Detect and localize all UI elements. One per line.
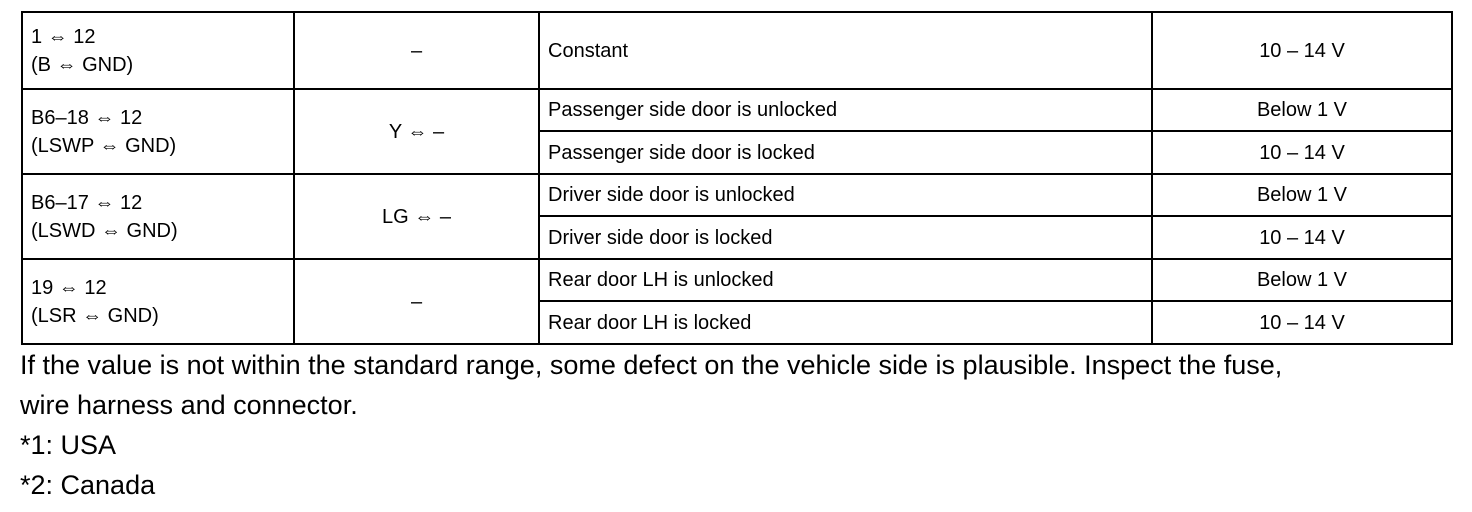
condition-cell: Driver side door is locked [539,216,1152,259]
terminal-cell [22,89,294,174]
terminal-number: 1 ⇔ 12 [31,25,96,48]
spec-cell: 10 – 14 V [1152,12,1452,89]
terminal-name: (LSR ⇔ GND) [31,304,159,327]
wire-color-cell: – [294,12,539,89]
condition-cell: Rear door LH is unlocked [539,259,1152,301]
terminal-name: (B ⇔ GND) [31,53,134,76]
wire-color-cell: Y ⇔ – [294,89,539,174]
table-row [22,12,1452,89]
wire-color-cell: – [294,259,539,344]
terminal-number: 19 ⇔ 12 [31,276,107,299]
condition-cell: Rear door LH is locked [539,301,1152,344]
wire-color-cell: LG ⇔ – [294,174,539,259]
condition-cell: Passenger side door is unlocked [539,89,1152,131]
spec-cell: 10 – 14 V [1152,216,1452,259]
spec-cell: Below 1 V [1152,259,1452,301]
terminal-cell [22,259,294,344]
table-row [22,259,1452,301]
inspection-note-line1: If the value is not within the standard range, some defect on the vehicle side is plausible. Inspect the fuse, [20,350,1283,380]
terminal-name: (LSWP ⇔ GND) [31,134,177,157]
condition-cell: Constant [539,12,1152,89]
condition-cell: Driver side door is unlocked [539,174,1152,216]
terminal-cell [22,174,294,259]
spec-cell: Below 1 V [1152,174,1452,216]
terminal-name: (LSWD ⇔ GND) [31,219,178,242]
footnote-canada: *2: Canada [20,470,156,500]
table-row [22,174,1452,216]
spec-cell: Below 1 V [1152,89,1452,131]
terminal-cell [22,12,294,89]
inspection-note-line2: wire harness and connector. [20,390,358,420]
condition-cell: Passenger side door is locked [539,131,1152,174]
spec-cell: 10 – 14 V [1152,131,1452,174]
footnote-usa: *1: USA [20,430,117,460]
terminal-spec-table [21,11,1453,345]
table-row [22,89,1452,131]
terminal-number: B6–17 ⇔ 12 [31,191,143,214]
terminal-number: B6–18 ⇔ 12 [31,106,143,129]
spec-cell: 10 – 14 V [1152,301,1452,344]
